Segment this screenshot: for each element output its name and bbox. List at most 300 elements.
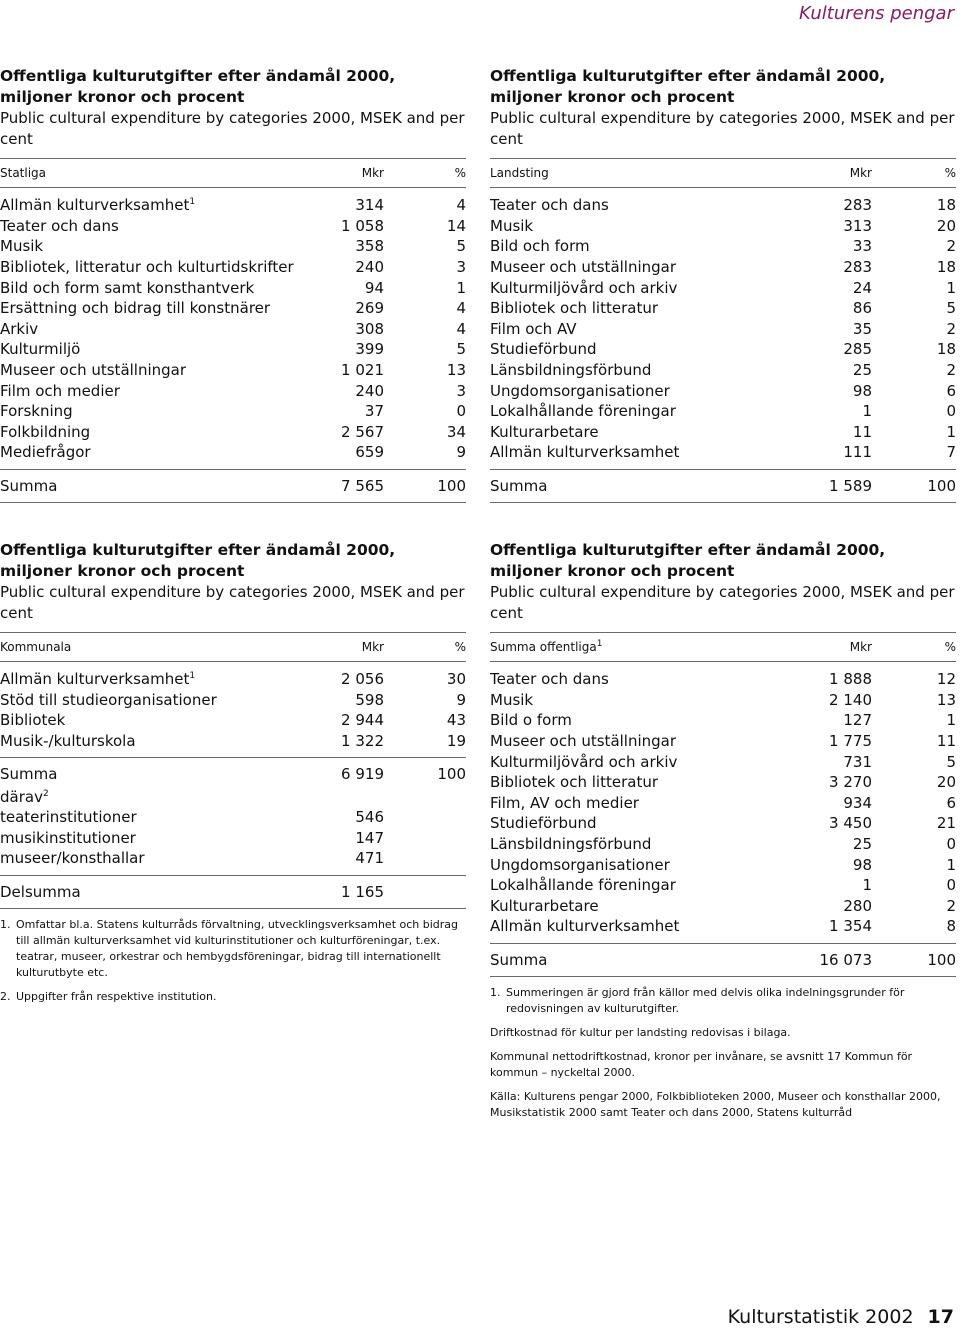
row-label <box>490 217 812 235</box>
sum-pct: 100 <box>927 950 956 969</box>
row-mkr: 313 <box>843 216 872 235</box>
row-label-text: Arkiv <box>0 319 39 338</box>
table-row <box>490 401 956 422</box>
table-row <box>0 442 466 463</box>
row-mkr: 86 <box>852 299 872 318</box>
source-note: Källa: Kulturens pengar 2000, Folkbiblioteken 2000, Museer och konsthallar 2000, Musikstatistik 2000 samt Teater och dans 2000, Statens kulturråd <box>490 1089 941 1119</box>
footnote-marker: 1 <box>189 671 196 682</box>
row-pct: 2 <box>946 319 956 338</box>
row-label <box>490 691 812 709</box>
row-label-text: Lokalhållande föreningar <box>490 402 676 421</box>
row-label <box>490 876 812 894</box>
table-row <box>0 710 466 731</box>
table-row <box>0 807 466 828</box>
footer-label: Kulturstatistik 2002 <box>727 1306 914 1328</box>
row-label-text: Teater och dans <box>490 670 609 689</box>
footnote-marker: 2 <box>42 788 49 799</box>
row-label <box>0 711 314 729</box>
divider <box>0 502 466 503</box>
row-label <box>490 258 812 276</box>
row-label <box>0 443 314 461</box>
sum-label: Summa <box>490 950 548 969</box>
row-label-text: Film och AV <box>490 319 577 338</box>
row-pct: 1 <box>456 278 466 297</box>
note-driftkostnad: Driftkostnad för kultur per landsting redovisas i bilaga. <box>490 1025 791 1039</box>
row-label <box>490 402 812 420</box>
row-mkr: 98 <box>852 381 872 400</box>
row-label-text: Musik <box>490 690 534 709</box>
row-pct: 12 <box>936 670 956 689</box>
table-summa-offentliga <box>490 540 956 1129</box>
row-mkr: 111 <box>843 443 872 462</box>
row-label <box>490 340 812 358</box>
row-label <box>0 402 314 420</box>
sum-mkr: 7 565 <box>341 476 384 495</box>
table-kommunala <box>0 540 466 1013</box>
row-label <box>490 814 812 832</box>
column-label: Kommunala <box>0 640 72 654</box>
row-pct: 3 <box>456 381 466 400</box>
footnote <box>0 989 466 1005</box>
row-label <box>0 670 314 688</box>
row-pct: 2 <box>946 896 956 915</box>
darav-row <box>0 786 466 807</box>
table-row <box>0 319 466 340</box>
row-mkr: 1 888 <box>829 670 872 689</box>
table-row <box>0 216 466 237</box>
row-label <box>490 835 812 853</box>
table-title-en: Public cultural expenditure by categories 2000, MSEK and per cent <box>490 109 955 148</box>
row-mkr: 33 <box>852 237 872 256</box>
row-pct: 20 <box>936 216 956 235</box>
row-mkr: 308 <box>355 319 384 338</box>
row-mkr: 314 <box>355 196 384 215</box>
row-label-text: Ungdomsorganisationer <box>490 855 670 874</box>
table-row <box>0 339 466 360</box>
footnote-list <box>490 985 956 1017</box>
row-mkr: 3 270 <box>829 773 872 792</box>
table-row <box>490 277 956 298</box>
column-pct: % <box>944 166 956 180</box>
row-label-text: Museer och utställningar <box>0 361 187 380</box>
footnote-text: Uppgifter från respektive institution. <box>16 989 217 1003</box>
row-label-text: Forskning <box>0 402 73 421</box>
table-row <box>0 848 466 869</box>
row-label-text: Film, AV och medier <box>490 793 639 812</box>
table-row <box>490 339 956 360</box>
sum-mkr: 6 919 <box>341 765 384 784</box>
darav-text: därav <box>0 787 43 806</box>
row-pct: 9 <box>456 690 466 709</box>
row-label-text: Film och medier <box>0 381 120 400</box>
table-row <box>0 380 466 401</box>
table-row <box>490 257 956 278</box>
table-row <box>490 875 956 896</box>
column-mkr: Mkr <box>849 640 872 654</box>
row-label-text: Teater och dans <box>490 196 609 215</box>
row-label-text: Musik <box>490 216 534 235</box>
row-pct: 5 <box>946 752 956 771</box>
row-label-text: Allmän kulturverksamhet <box>490 917 680 936</box>
row-label-text: Kulturmiljövård och arkiv <box>490 752 678 771</box>
footnote-text: Omfattar bl.a. Statens kulturråds förvaltning, utvecklingsverksamhet och bidrag till allmän kulturverksamhet vid kulturinstitutioner och kulturföreningar, t.ex. teatrar, museer, orkestrar och hembygdsföreningar, bidrag till internationellt kulturutbyte etc. <box>16 917 459 979</box>
column-label <box>490 640 812 654</box>
row-label-text: Allmän kulturverksamhet <box>0 196 190 215</box>
table-row <box>490 896 956 917</box>
row-pct: 2 <box>946 237 956 256</box>
table-row <box>490 216 956 237</box>
table-row <box>490 442 956 463</box>
row-pct: 6 <box>946 381 956 400</box>
row-label-text: Allmän kulturverksamhet <box>0 670 190 689</box>
table-row <box>0 690 466 711</box>
row-mkr: 2 944 <box>341 711 384 730</box>
column-header <box>490 159 956 187</box>
table-title-sv: Offentliga kulturutgifter efter ändamål 2000, miljoner kronor och procent <box>490 67 886 106</box>
row-label-text: Kulturarbetare <box>490 896 599 915</box>
table-row <box>0 422 466 443</box>
row-mkr: 127 <box>843 711 872 730</box>
footnote-text: Summeringen är gjord från källor med delvis olika indelningsgrunder för redovisningen av kulturutgifter. <box>506 985 905 1015</box>
row-mkr: 934 <box>843 793 872 812</box>
page-number: 17 <box>927 1306 954 1328</box>
row-label <box>490 711 812 729</box>
table-rows <box>490 188 956 469</box>
row-label <box>490 897 812 915</box>
row-label-text: Ersättning och bidrag till konstnärer <box>0 299 271 318</box>
row-pct: 3 <box>456 258 466 277</box>
row-pct: 19 <box>446 732 466 751</box>
table-row <box>490 834 956 855</box>
row-label <box>0 279 314 297</box>
footnote-number: 1. <box>490 985 501 999</box>
footnote <box>490 985 956 1017</box>
footnote-marker: 1 <box>189 197 196 208</box>
column-pct: % <box>944 640 956 654</box>
note-nettodriftkostnad: Kommunal nettodriftkostnad, kronor per invånare, se avsnitt 17 Kommun för kommun – nyckeltal 2000. <box>490 1049 913 1079</box>
row-label <box>490 856 812 874</box>
row-mkr: 659 <box>355 443 384 462</box>
column-header <box>0 159 466 187</box>
row-label-text: Studieförbund <box>490 340 597 359</box>
row-label-text: Musik-/kulturskola <box>0 732 136 751</box>
table-rows <box>0 188 466 469</box>
column-label-text: Summa offentliga <box>490 640 597 654</box>
table-title-sv: Offentliga kulturutgifter efter ändamål 2000, miljoner kronor och procent <box>0 541 396 580</box>
column-mkr: Mkr <box>849 166 872 180</box>
row-label <box>490 753 812 771</box>
table-row <box>490 751 956 772</box>
table-row <box>490 669 956 690</box>
row-mkr: 1 058 <box>341 216 384 235</box>
row-label-text: Bibliotek, litteratur och kulturtidskrifter <box>0 258 294 277</box>
table-row <box>490 731 956 752</box>
row-label <box>490 237 812 255</box>
row-label <box>490 279 812 297</box>
row-label-text: Musik <box>0 237 44 256</box>
column-pct: % <box>454 640 466 654</box>
row-mkr: 1 322 <box>341 732 384 751</box>
row-pct: 4 <box>456 196 466 215</box>
table-row <box>490 793 956 814</box>
row-label <box>490 443 812 461</box>
darav-label <box>0 788 466 806</box>
table-rows <box>490 662 956 943</box>
row-mkr: 283 <box>843 196 872 215</box>
table-row <box>0 195 466 216</box>
row-label-text: Mediefrågor <box>0 443 91 462</box>
column-mkr: Mkr <box>361 166 384 180</box>
row-pct: 5 <box>946 299 956 318</box>
table-title-en: Public cultural expenditure by categories 2000, MSEK and per cent <box>0 109 465 148</box>
row-label <box>490 773 812 791</box>
row-label-text: Bild och form samt konsthantverk <box>0 278 255 297</box>
table-row <box>0 277 466 298</box>
row-label-text: Museer och utställningar <box>490 258 677 277</box>
row-mkr: 2 567 <box>341 422 384 441</box>
row-label-text: Stöd till studieorganisationer <box>0 690 217 709</box>
table-title-en: Public cultural expenditure by categories 2000, MSEK and per cent <box>0 583 465 622</box>
row-mkr: 731 <box>843 752 872 771</box>
row-pct: 5 <box>456 237 466 256</box>
sum-row <box>490 944 956 976</box>
sum-mkr: 16 073 <box>819 950 872 969</box>
row-label-text: Allmän kulturverksamhet <box>490 443 680 462</box>
row-label <box>0 361 314 379</box>
row-pct: 18 <box>936 196 956 215</box>
sum-label: Summa <box>0 476 58 495</box>
row-mkr: 280 <box>843 896 872 915</box>
row-label-text: Bibliotek <box>0 711 66 730</box>
footnotes <box>0 917 466 1005</box>
row-mkr: 285 <box>843 340 872 359</box>
table-row <box>490 380 956 401</box>
row-label-text: Länsbildningsförbund <box>490 361 652 380</box>
row-pct: 4 <box>456 299 466 318</box>
row-pct: 18 <box>936 340 956 359</box>
row-mkr: 2 140 <box>829 690 872 709</box>
table-row <box>0 401 466 422</box>
row-pct: 8 <box>946 917 956 936</box>
row-pct: 2 <box>946 361 956 380</box>
row-mkr: 35 <box>852 319 872 338</box>
row-pct: 1 <box>946 711 956 730</box>
row-label-text: musikinstitutioner <box>0 828 136 847</box>
row-pct: 0 <box>946 402 956 421</box>
table-title-sv: Offentliga kulturutgifter efter ändamål 2000, miljoner kronor och procent <box>490 541 886 580</box>
running-header: Kulturens pengar <box>799 3 954 24</box>
divider <box>490 502 956 503</box>
sum-row <box>490 470 956 502</box>
delsumma-row <box>0 876 466 908</box>
table-row <box>490 854 956 875</box>
column-label: Landsting <box>490 166 549 180</box>
row-label <box>0 299 314 317</box>
row-label-text: Länsbildningsförbund <box>490 835 652 854</box>
row-label <box>0 808 314 826</box>
row-pct: 21 <box>936 814 956 833</box>
table-row <box>0 298 466 319</box>
row-label <box>0 196 314 214</box>
column-header <box>490 633 956 661</box>
row-pct: 11 <box>936 732 956 751</box>
row-mkr: 546 <box>355 808 384 827</box>
row-pct: 6 <box>946 793 956 812</box>
row-pct: 13 <box>936 690 956 709</box>
row-label-text: Bild o form <box>490 711 572 730</box>
row-label <box>490 320 812 338</box>
row-label <box>0 691 314 709</box>
row-label-text: Bibliotek och litteratur <box>490 299 658 318</box>
row-label-text: Kulturarbetare <box>490 422 599 441</box>
row-label <box>0 382 314 400</box>
row-label <box>490 196 812 214</box>
row-pct: 18 <box>936 258 956 277</box>
row-pct: 1 <box>946 278 956 297</box>
sum-mkr: 1 589 <box>829 476 872 495</box>
row-pct: 0 <box>456 402 466 421</box>
row-label <box>490 299 812 317</box>
row-label <box>0 258 314 276</box>
row-mkr: 24 <box>852 278 872 297</box>
row-mkr: 1 021 <box>341 361 384 380</box>
column-pct: % <box>454 166 466 180</box>
table-title-sv: Offentliga kulturutgifter efter ändamål 2000, miljoner kronor och procent <box>0 67 396 106</box>
footnote <box>0 917 466 981</box>
row-label-text: Folkbildning <box>0 422 91 441</box>
row-mkr: 471 <box>355 849 384 868</box>
row-label-text: teaterinstitutioner <box>0 808 137 827</box>
row-pct: 1 <box>946 422 956 441</box>
table-row <box>490 772 956 793</box>
row-mkr: 2 056 <box>341 670 384 689</box>
row-label-text: Teater och dans <box>0 216 119 235</box>
row-label <box>490 732 812 750</box>
row-label <box>0 849 314 867</box>
table-landsting <box>490 66 956 503</box>
row-label-text: Museer och utställningar <box>490 732 677 751</box>
row-pct: 20 <box>936 773 956 792</box>
row-mkr: 11 <box>852 422 872 441</box>
row-pct: 13 <box>446 361 466 380</box>
table-row <box>0 731 466 752</box>
sum-label: Summa <box>0 765 58 784</box>
row-mkr: 1 775 <box>829 732 872 751</box>
row-mkr: 283 <box>843 258 872 277</box>
row-mkr: 240 <box>355 258 384 277</box>
table-row <box>0 828 466 849</box>
row-label-text: museer/konsthallar <box>0 849 145 868</box>
row-pct: 9 <box>456 443 466 462</box>
footnotes <box>490 985 956 1121</box>
table-row <box>490 916 956 937</box>
row-mkr: 1 <box>862 876 872 895</box>
table-row <box>0 257 466 278</box>
divider <box>0 908 466 909</box>
table-row <box>490 195 956 216</box>
column-header <box>0 633 466 661</box>
row-pct: 34 <box>446 422 466 441</box>
row-label <box>0 217 314 235</box>
row-mkr: 37 <box>364 402 384 421</box>
row-mkr: 269 <box>355 299 384 318</box>
table-row <box>490 422 956 443</box>
row-pct: 0 <box>946 835 956 854</box>
table-row <box>0 360 466 381</box>
table-row <box>490 298 956 319</box>
row-pct: 30 <box>446 670 466 689</box>
row-label <box>0 829 314 847</box>
row-mkr: 3 450 <box>829 814 872 833</box>
row-label <box>0 423 314 441</box>
column-mkr: Mkr <box>361 640 384 654</box>
sum-label: Summa <box>490 476 548 495</box>
table-row <box>490 813 956 834</box>
page-footer <box>728 1306 954 1328</box>
footnote-number: 2. <box>0 989 11 1003</box>
table-row <box>490 710 956 731</box>
row-label <box>0 732 314 750</box>
row-label <box>0 340 314 358</box>
delsumma-label: Delsumma <box>0 882 81 901</box>
sum-row <box>0 470 466 502</box>
row-mkr: 240 <box>355 381 384 400</box>
row-label <box>490 917 812 935</box>
row-pct: 0 <box>946 876 956 895</box>
row-label <box>0 320 314 338</box>
row-label <box>490 794 812 812</box>
sum-pct: 100 <box>437 476 466 495</box>
row-mkr: 98 <box>852 855 872 874</box>
sum-pct: 100 <box>927 476 956 495</box>
row-mkr: 1 <box>862 402 872 421</box>
row-mkr: 399 <box>355 340 384 359</box>
row-mkr: 25 <box>852 835 872 854</box>
table-row <box>490 360 956 381</box>
darav-rows <box>0 807 466 869</box>
row-label-text: Bibliotek och litteratur <box>490 773 658 792</box>
row-pct: 4 <box>456 319 466 338</box>
row-pct: 14 <box>446 216 466 235</box>
row-label-text: Bild och form <box>490 237 590 256</box>
row-label-text: Kulturmiljö <box>0 340 81 359</box>
column-label: Statliga <box>0 166 47 180</box>
table-row <box>0 236 466 257</box>
row-mkr: 598 <box>355 690 384 709</box>
table-row <box>0 669 466 690</box>
table-rows <box>0 662 466 757</box>
row-label <box>490 361 812 379</box>
row-pct: 5 <box>456 340 466 359</box>
row-label <box>490 382 812 400</box>
row-label-text: Lokalhållande föreningar <box>490 876 676 895</box>
table-row <box>490 236 956 257</box>
row-label-text: Kulturmiljövård och arkiv <box>490 278 678 297</box>
row-mkr: 25 <box>852 361 872 380</box>
sum-pct: 100 <box>437 765 466 784</box>
divider <box>490 976 956 977</box>
row-pct: 43 <box>446 711 466 730</box>
table-title-en: Public cultural expenditure by categories 2000, MSEK and per cent <box>490 583 955 622</box>
table-row <box>490 319 956 340</box>
row-pct: 1 <box>946 855 956 874</box>
table-statliga <box>0 66 466 503</box>
row-mkr: 94 <box>364 278 384 297</box>
row-label <box>490 670 812 688</box>
row-mkr: 358 <box>355 237 384 256</box>
delsumma-mkr: 1 165 <box>341 882 384 901</box>
row-mkr: 147 <box>355 828 384 847</box>
